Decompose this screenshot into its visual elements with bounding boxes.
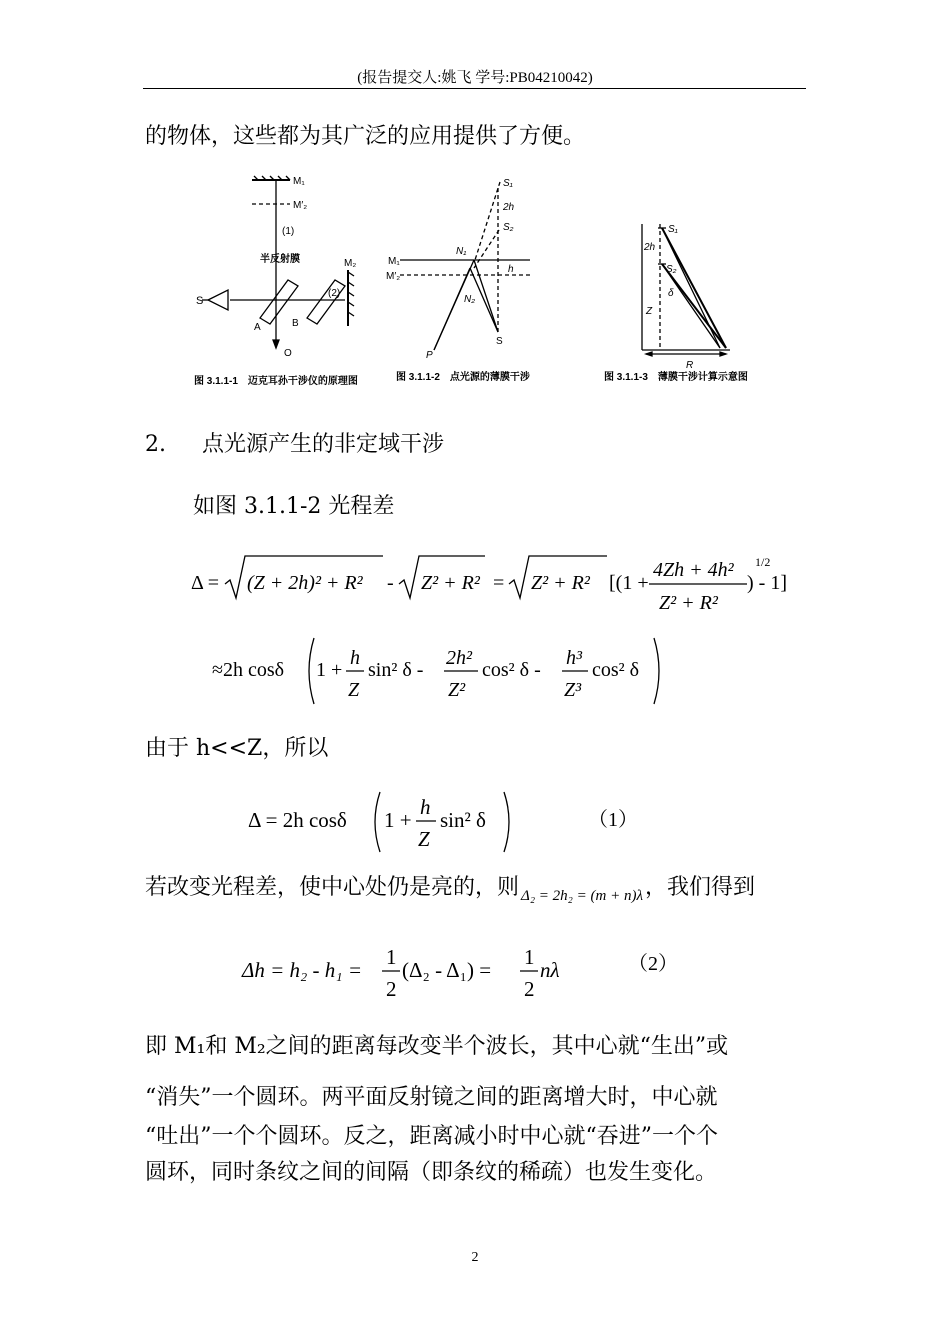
figures-panel <box>190 168 770 400</box>
eq1-one-plus: 1 + <box>384 808 412 832</box>
fig1-label-s: S <box>196 295 204 307</box>
fig2-label-2h: 2h <box>503 202 515 213</box>
fig1-caption: 图 3.1.1-1 迈克耳孙干涉仪的原理图 <box>194 376 358 387</box>
eq2-f2-den: 2 <box>524 977 535 1001</box>
equation-2 <box>240 936 690 1006</box>
eq2-f1-den: 2 <box>386 977 397 1001</box>
fig2-caption: 图 3.1.1-2 点光源的薄膜干涉 <box>396 372 530 383</box>
eq-main-frac-den: Z² + R² <box>659 592 718 614</box>
fig2-label-s2: S₂ <box>503 222 514 233</box>
page-number: 2 <box>471 1250 479 1265</box>
equation-1 <box>240 786 660 856</box>
figure-3-calc-sketch <box>642 224 730 356</box>
para-change-before: 若改变光程差，使中心处仍是亮的，则 <box>145 875 520 900</box>
eq2-lhs: Δh = h₂ - h₁ = <box>242 958 363 982</box>
eq-main2-f1-den: Z <box>348 679 360 701</box>
section-number: 2. <box>145 432 166 457</box>
fig3-label-s1: S₁ <box>668 224 678 235</box>
para-final-line3: “吐出”一个个圆环。反之，距离减小时中心就“吞进”一个个 <box>145 1124 718 1149</box>
header-rule <box>143 88 806 89</box>
eq1-f-den: Z <box>418 827 430 851</box>
fig3-label-r: R <box>686 360 694 371</box>
fig1-label-path1: (1) <box>282 226 295 237</box>
para-final-line2: “消失”一个圆环。两平面反射镜之间的距离增大时，中心就 <box>145 1085 718 1110</box>
fig3-label-2h: 2h <box>644 242 656 253</box>
para-final-line1: 即 M₁和 M₂之间的距离每改变半个波长，其中心就“生出”或 <box>145 1034 729 1059</box>
eq2-label: （2） <box>628 953 678 975</box>
eq1-lhs: Δ = 2h cosδ <box>248 808 347 832</box>
para-final-line4: 圆环，同时条纹之间的间隔（即条纹的稀疏）也发生变化。 <box>145 1160 718 1185</box>
eq-main2-t2: cos² δ - <box>482 659 541 681</box>
para-change <box>145 875 755 905</box>
eq2-f1-num: 1 <box>386 945 397 969</box>
fig2-label-m1: M₁ <box>388 256 400 267</box>
para-change-after: ，我们得到 <box>644 875 755 900</box>
equation-main-line2 <box>210 632 680 710</box>
eq-main-lhs: Δ = <box>191 572 220 594</box>
fig3-caption: 图 3.1.1-3 薄膜干涉计算示意图 <box>604 372 748 383</box>
eq-main-frac-num: 4Zh + 4h² <box>653 559 734 581</box>
fig2-label-n2: N₂ <box>464 294 476 305</box>
fig2-label-s1: S₁ <box>503 178 513 189</box>
fig2-label-n1: N₁ <box>456 246 467 257</box>
fig1-label-path2: (2) <box>328 288 341 299</box>
eq-main-minus: - <box>387 572 394 594</box>
fig1-label-o: O <box>284 348 292 359</box>
eq-main-eq: = <box>493 572 505 594</box>
fig1-label-m2p: M′₂ <box>293 200 308 211</box>
eq-main-bracket-open: [(1 + <box>609 572 649 594</box>
eq-main2-one-plus: 1 + <box>316 659 343 681</box>
eq-main2-t3: cos² δ <box>592 659 640 681</box>
eq1-left-bracket <box>375 792 380 852</box>
inline-equation: Δ₂ = 2h₂ = (m + n)λ <box>521 888 643 904</box>
eq-main2-f2-den: Z² <box>448 679 466 701</box>
para-since: 由于 h<<Z，所以 <box>145 736 329 761</box>
eq-main-root3: Z² + R² <box>531 572 590 594</box>
eq2-mid: (Δ₂ - Δ₁) = <box>402 958 492 982</box>
eq-main-exp: 1/2 <box>755 555 771 569</box>
fig1-label-m1: M₁ <box>293 176 305 187</box>
eq-main-root2: Z² + R² <box>421 572 480 594</box>
eq-main-root1: (Z + 2h)² + R² <box>247 572 363 594</box>
eq-main2-left-bracket <box>309 638 314 704</box>
eq-main2-f3-num: h³ <box>566 647 582 669</box>
eq-main2-approx: ≈2h cosδ <box>212 659 285 681</box>
fig2-label-p: P <box>426 350 433 361</box>
page-header: (报告提交人:姚飞 学号:PB04210042) <box>357 70 593 86</box>
para-fig-ref: 如图 3.1.1-2 光程差 <box>193 494 395 519</box>
fig1-label-mirror: 半反射膜 <box>260 254 300 265</box>
eq1-label: （1） <box>588 809 638 831</box>
eq-main-tail: ) - 1] <box>747 572 787 594</box>
eq1-f-num: h <box>420 795 431 819</box>
fig2-label-s: S <box>496 336 503 347</box>
eq2-tail: nλ <box>540 958 560 982</box>
eq1-tail: sin² δ <box>440 808 486 832</box>
fig3-label-z: Z <box>646 306 653 317</box>
fig1-label-m2: M₂ <box>344 258 357 269</box>
eq1-right-bracket <box>504 792 509 852</box>
eq-main2-right-bracket <box>654 638 659 704</box>
intro-line: 的物体，这些都为其广泛的应用提供了方便。 <box>145 124 586 149</box>
fig2-label-h: h <box>508 264 514 275</box>
fig2-label-m2p: M′₂ <box>386 271 401 282</box>
fig3-label-s2: S₂ <box>666 264 677 275</box>
eq-main2-f1-num: h <box>350 647 360 669</box>
eq-main2-f3-den: Z³ <box>564 679 582 701</box>
fig1-label-a: A <box>254 322 261 333</box>
fig1-label-b: B <box>292 318 299 329</box>
equation-main-line1 <box>185 546 825 616</box>
eq2-f2-num: 1 <box>524 945 535 969</box>
fig3-label-delta: δ <box>668 288 674 299</box>
eq-main2-f2-num: 2h² <box>446 647 472 669</box>
eq-main2-t1: sin² δ - <box>368 659 424 681</box>
section-title: 点光源产生的非定域干涉 <box>202 432 445 457</box>
